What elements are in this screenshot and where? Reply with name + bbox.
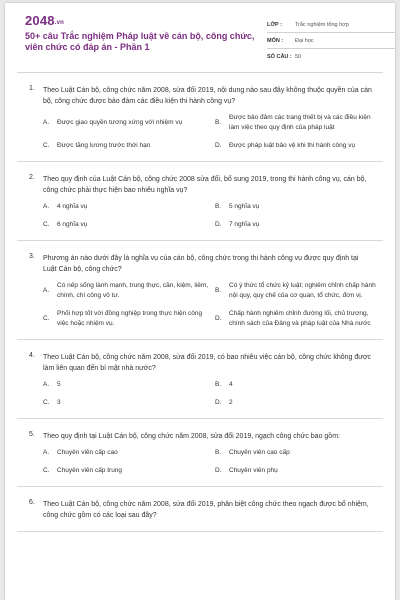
answer-option[interactable] [43, 380, 215, 390]
option-letter: D. [215, 467, 222, 474]
option-letter: C. [43, 315, 50, 322]
option-text: Chuyên viên phụ [229, 467, 278, 474]
question-number: 2. [29, 174, 35, 181]
document-page [5, 3, 395, 600]
option-text: 4 nghĩa vụ [57, 203, 88, 210]
option-letter: B. [215, 203, 222, 210]
answer-option[interactable] [43, 398, 215, 408]
meta-label: SỐ CÂU : [267, 54, 292, 60]
answer-options [43, 113, 383, 151]
meta-row-subject [267, 33, 395, 49]
option-letter: C. [43, 399, 50, 406]
option-text: 7 nghĩa vụ [229, 221, 260, 228]
option-text: Được giao quyền tương xứng với nhiệm vụ [57, 119, 183, 126]
option-text: Chuyên viên cấp trung [57, 467, 123, 474]
option-text: Có ý thức tổ chức kỷ luật; nghiêm chỉnh chấp hành nội quy, quy chế của cơ quan, tổ chức, đơn vị. [229, 282, 376, 299]
option-letter: C. [43, 142, 50, 149]
option-letter: D. [215, 399, 222, 406]
option-text: Được bảo đảm các trang thiết bị và các điều kiện làm việc theo quy định của pháp luật [229, 114, 371, 131]
option-text: Phối hợp tốt với đồng nghiệp trong thực hiện công việc hoặc nhiệm vụ. [57, 310, 203, 327]
option-letter: B. [215, 119, 222, 126]
option-text: Được tăng lương trước thời hạn [57, 142, 151, 149]
question-text: Theo Luật Cán bộ, công chức năm 2008, sửa đổi 2019, phân biệt công chức theo ngạch được bổ nhiệm, công chức gồm có các loại sau đây? [43, 501, 369, 519]
option-text: 5 [57, 381, 61, 388]
question-item [17, 487, 383, 532]
option-letter: B. [215, 287, 222, 294]
meta-row-class [267, 17, 395, 33]
document-title: 50+ câu Trắc nghiệm Pháp luật về cán bộ, công chức, viên chức có đáp án - Phần 1 [25, 31, 255, 52]
question-text: Theo Luật Cán bộ, công chức năm 2008, sửa đổi 2019, nội dung nào sau đây không thuộc quyền của cán bộ, công chức được bảo đảm các điều kiện thi hành công vụ? [43, 87, 372, 105]
answer-options [43, 281, 383, 329]
answer-option[interactable] [43, 202, 215, 212]
answer-option[interactable] [215, 309, 387, 329]
answer-option[interactable] [215, 113, 387, 133]
answer-option[interactable] [215, 220, 387, 230]
logo-main: 2048 [25, 13, 55, 28]
answer-option[interactable] [215, 448, 387, 458]
option-text: Có nếp sống lành mạnh, trung thực, cần, kiệm, liêm, chính, chí công vô tư. [57, 282, 209, 299]
question-number: 6. [29, 499, 35, 506]
option-letter: D. [215, 315, 222, 322]
meta-row-count [267, 49, 395, 65]
meta-value: Đại học [295, 37, 314, 44]
answer-option[interactable] [215, 141, 387, 151]
question-number: 5. [29, 431, 35, 438]
option-text: Được pháp luật bảo vệ khi thi hành công vụ [229, 142, 356, 149]
answer-option[interactable] [215, 202, 387, 212]
option-text: 6 nghĩa vụ [57, 221, 88, 228]
answer-option[interactable] [43, 466, 215, 476]
meta-label: MÔN : [267, 37, 284, 44]
answer-options [43, 380, 383, 408]
meta-value: 50 [295, 54, 302, 60]
meta-value: Trắc nghiệm tổng hợp [295, 21, 349, 28]
option-text: Chuyên viên cấp cao [57, 449, 118, 456]
answer-option[interactable] [43, 281, 215, 301]
option-letter: C. [43, 467, 50, 474]
question-number: 4. [29, 352, 35, 359]
answer-option[interactable] [215, 281, 387, 301]
option-letter: D. [215, 142, 222, 149]
logo-suffix: .vn [54, 20, 65, 26]
answer-option[interactable] [43, 141, 215, 151]
meta-label: LỚP : [267, 21, 282, 28]
document-meta [267, 17, 395, 65]
option-text: Chuyên viên cao cấp [229, 449, 290, 456]
answer-option[interactable] [215, 466, 387, 476]
answer-options [43, 448, 383, 476]
option-text: 2 [229, 399, 233, 406]
question-item [17, 241, 383, 340]
question-number: 1. [29, 85, 35, 92]
question-item [17, 162, 383, 241]
question-item [17, 419, 383, 487]
option-letter: A. [43, 449, 50, 456]
question-list [17, 73, 383, 532]
question-item [17, 340, 383, 419]
option-text: 4 [229, 381, 233, 388]
option-text: Chấp hành nghiêm chỉnh đường lối, chủ trương, chính sách của Đảng và pháp luật của Nhà nước [229, 310, 371, 327]
option-letter: C. [43, 221, 50, 228]
option-text: 3 [57, 399, 61, 406]
answer-option[interactable] [215, 380, 387, 390]
option-letter: D. [215, 221, 222, 228]
answer-option[interactable] [43, 113, 215, 133]
question-text: Theo Luật Cán bộ, công chức năm 2008, sửa đổi 2019, có bao nhiêu việc cán bộ, công chức không được làm liên quan đến bí mật nhà nước? [43, 354, 372, 372]
answer-option[interactable] [43, 220, 215, 230]
question-text: Phương án nào dưới đây là nghĩa vụ của cán bộ, công chức trong thi hành công vụ được quy định tại Luật Cán bộ, công chức? [43, 255, 359, 273]
option-letter: B. [215, 449, 222, 456]
document-header [17, 3, 383, 73]
option-letter: B. [215, 381, 222, 388]
answer-option[interactable] [215, 398, 387, 408]
answer-options [43, 202, 383, 230]
question-text: Theo quy định tại Luật Cán bộ, công chức năm 2008, sửa đổi 2019, ngạch công chức bao gồm: [43, 433, 340, 440]
answer-option[interactable] [43, 309, 215, 329]
option-letter: A. [43, 203, 50, 210]
option-letter: A. [43, 287, 50, 294]
answer-option[interactable] [43, 448, 215, 458]
question-text: Theo quy định của Luật Cán bộ, công chức 2008 sửa đổi, bổ sung 2019, trong thi hành công vụ, cán bộ, công chức phải thực hiện bao nhiêu nghĩa vụ? [43, 176, 367, 194]
option-letter: A. [43, 381, 50, 388]
option-text: 5 nghĩa vụ [229, 203, 260, 210]
question-number: 3. [29, 253, 35, 260]
site-logo[interactable] [25, 13, 64, 28]
option-letter: A. [43, 119, 50, 126]
question-item [17, 73, 383, 162]
